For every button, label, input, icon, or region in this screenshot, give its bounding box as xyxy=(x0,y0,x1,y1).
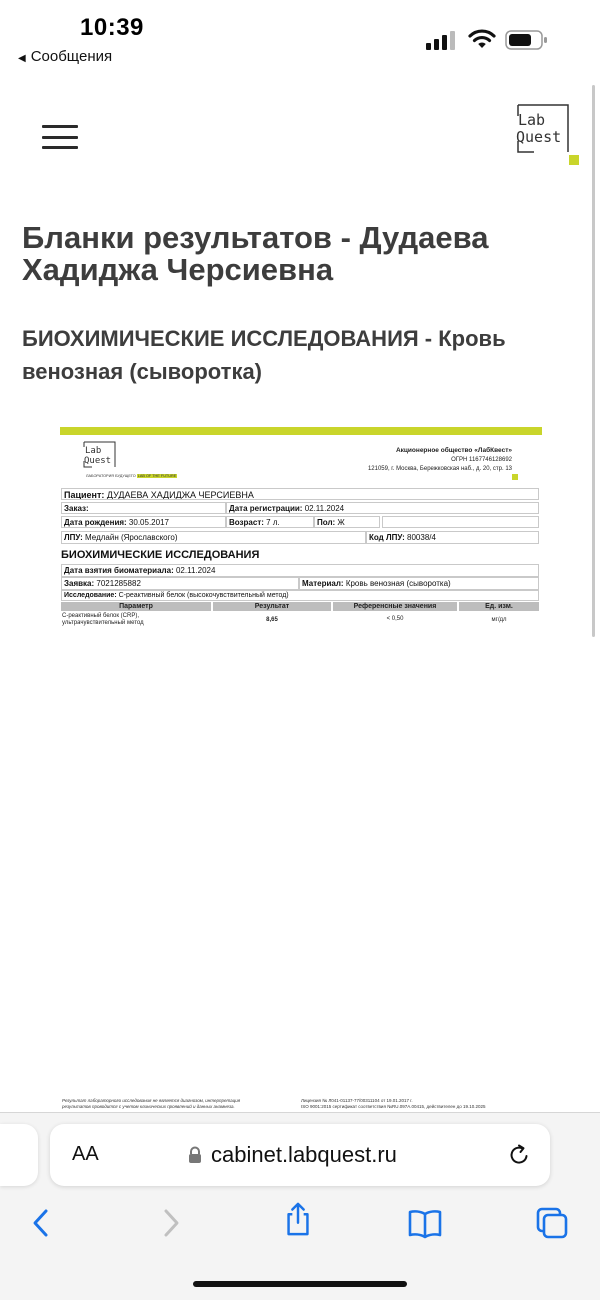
lpu-cell xyxy=(61,531,366,544)
lpu-code-label: Код ЛПУ: xyxy=(369,533,405,542)
report-section-title: БИОХИМИЧЕСКИЕ ИССЛЕДОВАНИЯ xyxy=(61,549,260,561)
row-result: 8,65 xyxy=(266,617,278,623)
aa-label: AA xyxy=(72,1143,99,1165)
request-label: Заявка: xyxy=(64,579,95,588)
col-header-reference: Референсные значения xyxy=(333,602,457,611)
back-triangle-icon: ◀ xyxy=(18,53,26,64)
section-title: БИОХИМИЧЕСКИЕ ИССЛЕДОВАНИЯ - Кровь венозная (сыворотка) xyxy=(22,326,506,384)
row-reference: < 0,50 xyxy=(386,616,404,622)
empty-cell xyxy=(382,516,539,528)
patient-label: Пациент: xyxy=(64,490,105,500)
request-cell xyxy=(61,577,299,590)
col-header-parameter: Параметр xyxy=(61,602,211,611)
bookmarks-icon[interactable] xyxy=(408,1206,442,1240)
patient-value: ДУДАЕВА ХАДИДЖА ЧЕРСИЕВНА xyxy=(106,490,254,500)
sample-date-label: Дата взятия биоматериала: xyxy=(64,566,174,575)
result-report xyxy=(60,427,542,637)
row-unit: мг/дл xyxy=(491,617,507,623)
footer-right-1: Лицензия № Л041-01137-77/00311104 от 19.01.2017 г. xyxy=(301,1098,413,1103)
page-settings-button[interactable] xyxy=(72,1143,99,1166)
row-parameter xyxy=(62,613,212,627)
request-value: 7021285882 xyxy=(96,579,141,588)
cellular-signal-icon xyxy=(426,30,458,50)
age-cell xyxy=(226,516,314,528)
logo-sub-en: LAB OF THE FUTURE xyxy=(137,474,177,478)
order-label: Заказ: xyxy=(64,504,89,513)
lock-icon xyxy=(188,1146,202,1164)
wifi-icon xyxy=(468,28,496,50)
footer-left-1: Результат лабораторного исследования не является диагнозом, интерпретация xyxy=(62,1098,241,1103)
col-header-unit: Ед. изм. xyxy=(459,602,539,611)
logo-text-2: Quest xyxy=(516,128,562,146)
report-accent-square xyxy=(512,474,518,480)
lpu-value: Медлайн (Ярославского) xyxy=(85,533,178,542)
sex-value: Ж xyxy=(337,518,345,527)
row-param-line-2: ультрачувствительный метод xyxy=(62,620,144,626)
url-text[interactable]: cabinet.labquest.ru xyxy=(211,1142,397,1167)
report-footer-license xyxy=(301,1098,485,1110)
birth-label: Дата рождения: xyxy=(64,518,127,527)
footer-left-2: результатов проводится с учетом клинических проявлений и данных анамнеза. xyxy=(62,1104,235,1109)
back-label: Сообщения xyxy=(30,48,113,65)
company-name: Акционерное общество «ЛабКвест» xyxy=(395,447,512,454)
reg-date-value: 02.11.2024 xyxy=(304,504,345,513)
sex-label: Пол: xyxy=(317,518,336,527)
material-value: Кровь венозная (сыворотка) xyxy=(345,579,451,588)
home-indicator[interactable] xyxy=(193,1281,407,1287)
col-header-result: Результат xyxy=(213,602,331,611)
previous-tab-card[interactable] xyxy=(0,1124,38,1186)
company-address: 121059, г. Москва, Бережковская наб., д. 20, стр. 13 xyxy=(367,466,512,472)
back-icon[interactable] xyxy=(24,1206,58,1240)
battery-icon xyxy=(505,30,548,50)
lpu-code-value: 80038/4 xyxy=(407,533,436,542)
lpu-code-cell xyxy=(366,531,539,544)
material-label: Материал: xyxy=(302,579,344,588)
footer-right-2: ISO 9001:2015 сертификат соответствия №RU.097А.00415, действителен до 19.10.2025 xyxy=(301,1104,486,1109)
study-value: С-реактивный белок (высокочувствительный метод) xyxy=(118,592,289,599)
row-param-line-1: С-реактивный белок (CRP), xyxy=(62,613,140,619)
report-logo xyxy=(82,441,118,473)
labquest-logo[interactable] xyxy=(514,104,580,166)
status-time: 10:39 xyxy=(80,14,144,41)
material-cell xyxy=(299,577,539,590)
reg-date-cell xyxy=(226,502,539,514)
company-ogrn: ОГРН 1167746128692 xyxy=(451,457,512,463)
lpu-label: ЛПУ: xyxy=(64,533,83,542)
sample-date-value: 02.11.2024 xyxy=(175,566,216,575)
page-title: Бланки результатов - Дудаева Хадиджа Черсиевна xyxy=(22,220,489,287)
report-accent-band xyxy=(60,427,542,435)
patient-row xyxy=(61,488,539,500)
company-block xyxy=(368,446,512,474)
report-footer-disclaimer xyxy=(62,1098,240,1110)
menu-icon[interactable] xyxy=(42,125,78,149)
study-label: Исследование: xyxy=(64,592,117,599)
sex-cell xyxy=(314,516,380,528)
age-label: Возраст: xyxy=(229,518,264,527)
age-value: 7 л. xyxy=(266,518,280,527)
reg-date-label: Дата регистрации: xyxy=(229,504,303,513)
birth-value: 30.05.2017 xyxy=(128,518,169,527)
report-logo-text-2: Quest xyxy=(84,456,112,466)
sample-date-row xyxy=(61,564,539,577)
back-to-messages-button[interactable] xyxy=(18,48,112,65)
tabs-icon[interactable] xyxy=(535,1206,569,1240)
reload-icon[interactable] xyxy=(507,1143,531,1167)
scroll-indicator[interactable] xyxy=(592,85,595,637)
share-icon[interactable] xyxy=(281,1202,315,1236)
birth-cell xyxy=(61,516,226,528)
report-logo-text-1: Lab xyxy=(85,446,102,456)
forward-icon[interactable] xyxy=(154,1206,188,1240)
logo-text-1: Lab xyxy=(518,111,546,129)
report-logo-subtitle xyxy=(86,474,177,478)
logo-sub-ru: ЛАБОРАТОРИЯ БУДУЩЕГО xyxy=(86,474,136,478)
order-cell xyxy=(61,502,226,514)
study-row xyxy=(61,590,539,601)
